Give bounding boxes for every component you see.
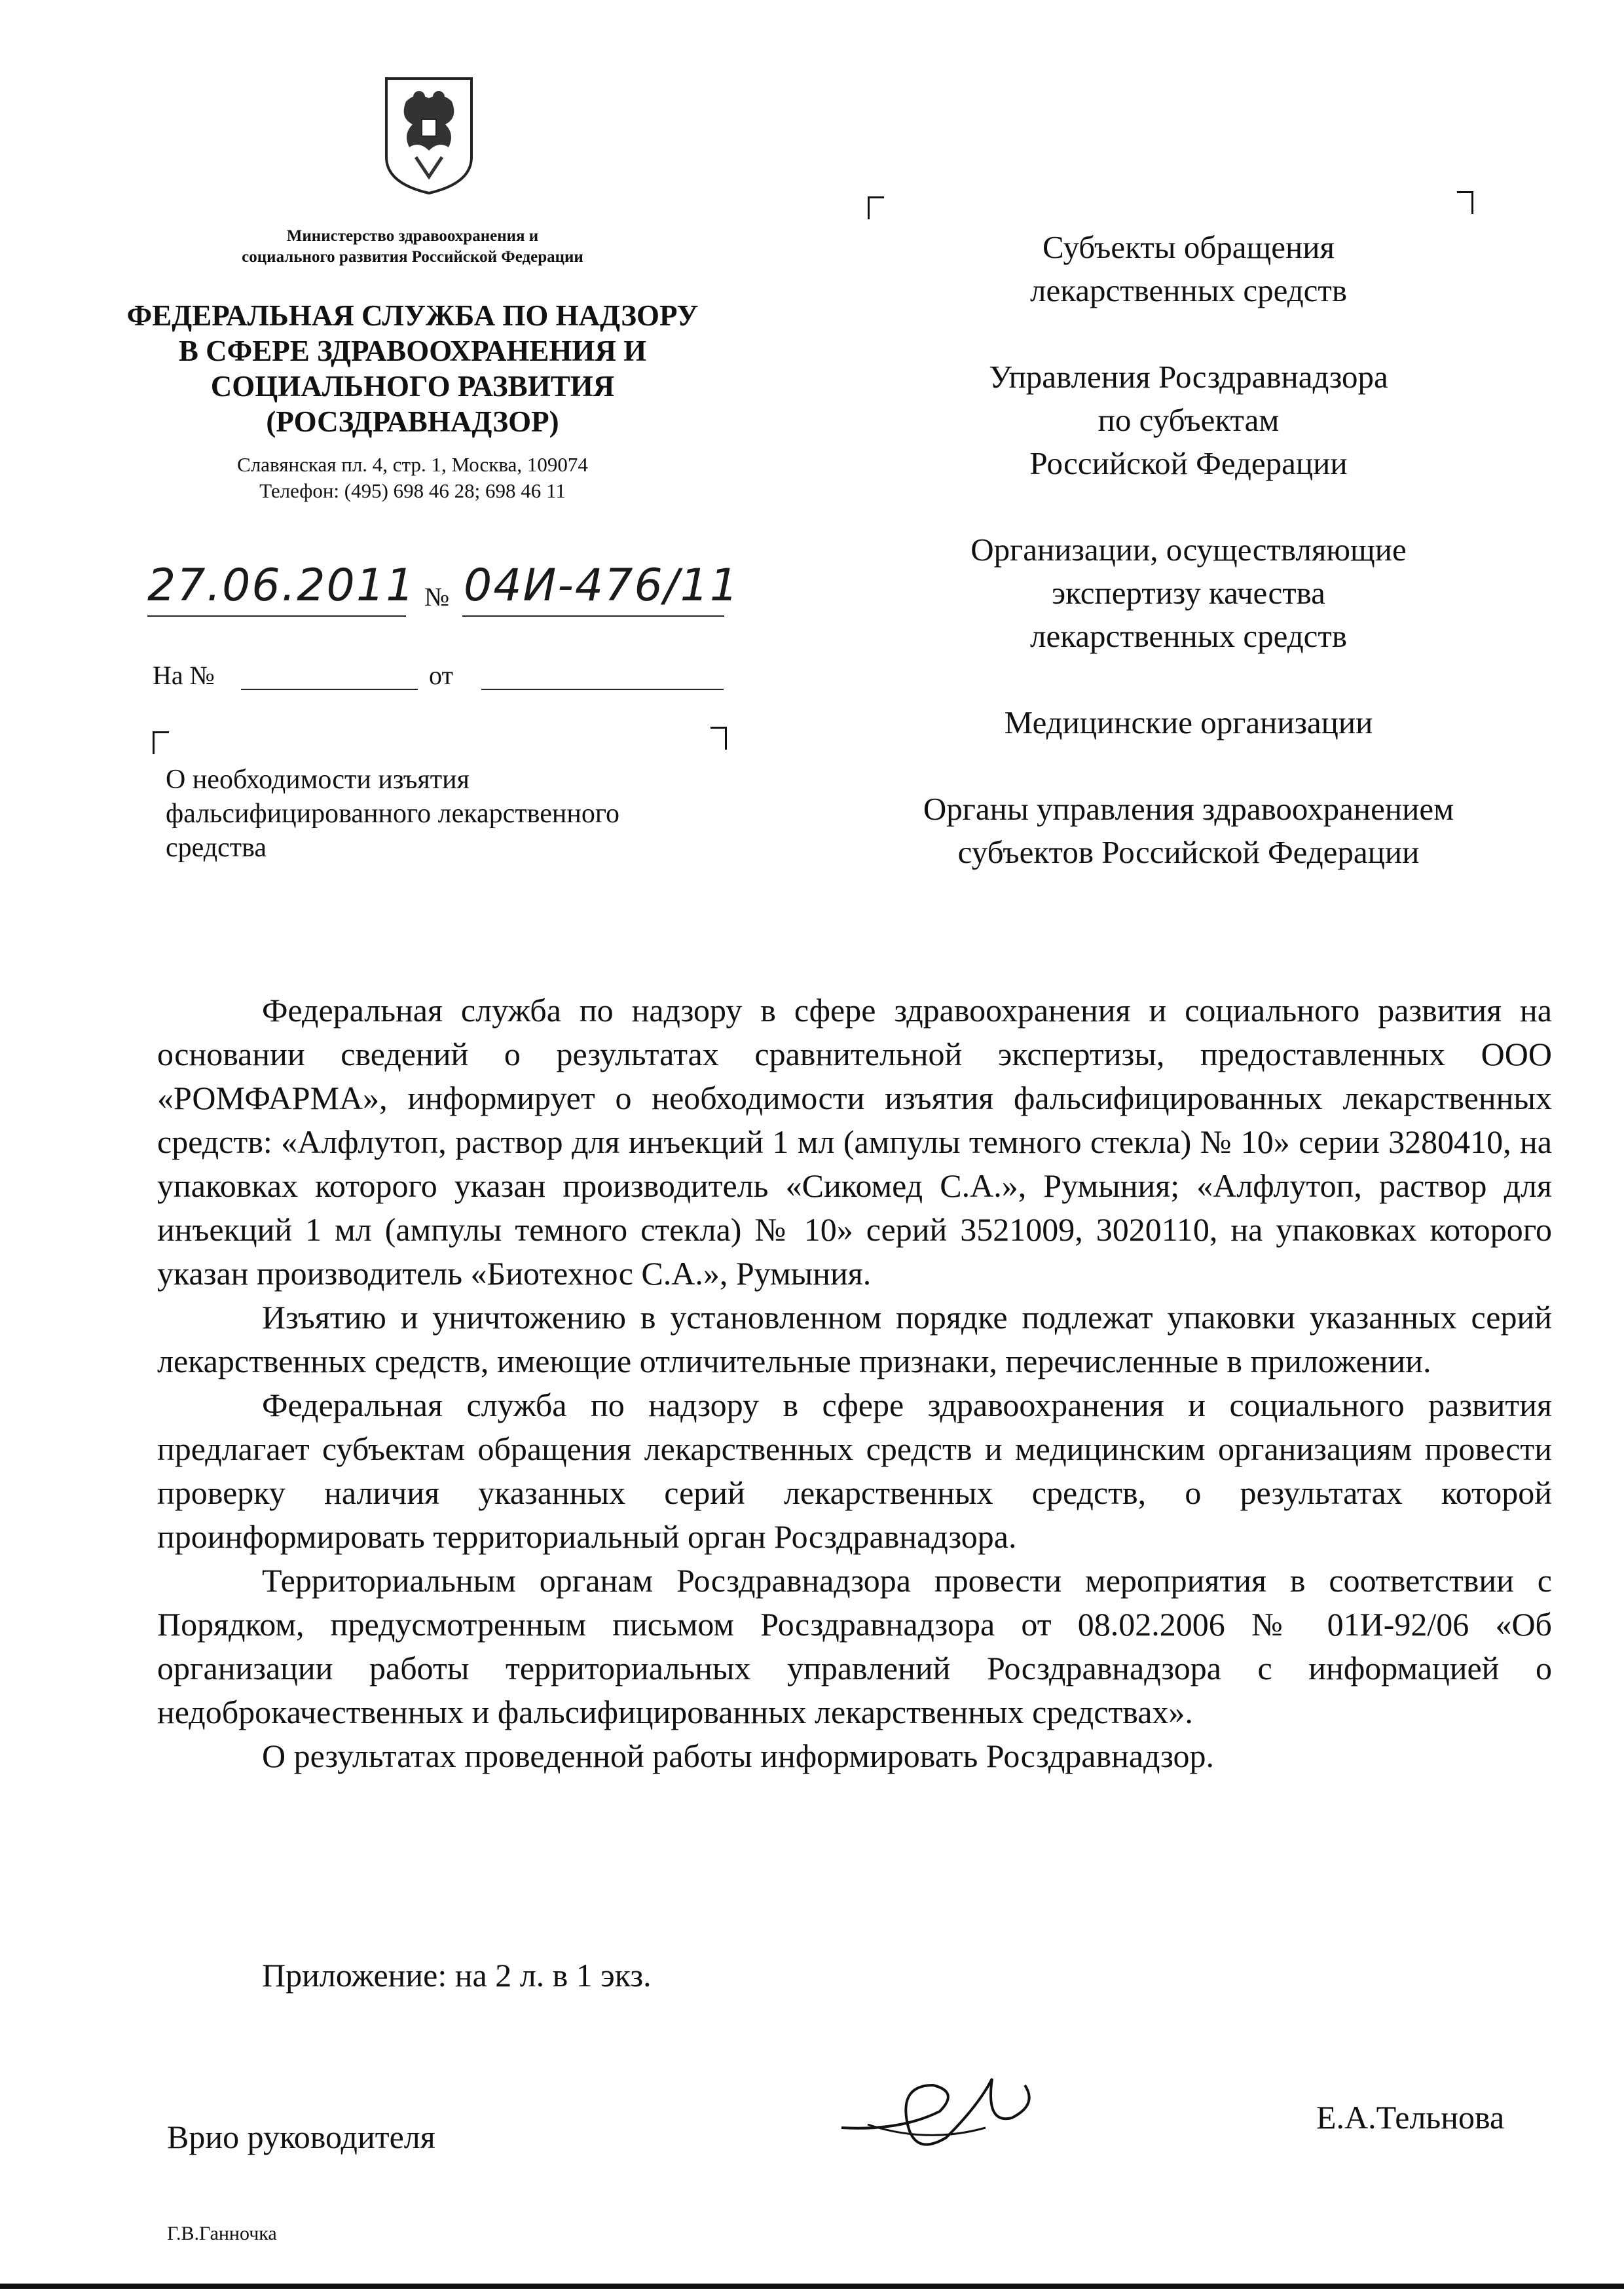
paragraph: Федеральная служба по надзору в сфере здравоохранения и социального развития на основании сведений о результатах сравнительной экспертизы, предоставленных ООО «РОМФАРМА», информирует о необходимости изъятия фальсифицированных лекарственных средств: «Алфлутоп, раствор для инъекций 1 мл (ампулы темного стекла) № 10» серии 3280410, на упаковках которого указан производитель «Сикомед С.А.», Румыния; «Алфлутоп, раствор для инъекций 1 мл (ампулы темного стекла) № 10» серий 3521009, 3020110, на упаковках которого указан производитель «Биотехнос С.А.», Румыния. [157,992,1552,1292]
registration-date: 27.06.2011 [147,560,416,611]
recipients-bracket-left [868,196,884,219]
signature-icon [828,2066,1064,2164]
ministry-name: Министерство здравоохранения и социального развития Российской Федерации [242,227,583,266]
number-underline [462,615,724,617]
attachment-note: Приложение: на 2 л. в 1 экз. [262,1957,652,1994]
recipient-block: Медицинские организации [1004,704,1373,740]
address: Славянская пл. 4, стр. 1, Москва, 109074 [237,453,588,476]
recipient-block: Организации, осуществляющие экспертизу качества лекарственных средств [970,532,1407,654]
subject: О необходимости изъятия фальсифицированного лекарственного средства [166,765,620,863]
recipient-block: Управления Росздравнадзора по субъектам Российской Федерации [989,359,1388,481]
recipient-block: Субъекты обращения лекарственных средств [1030,229,1347,308]
date-underline [147,615,406,617]
phone: Телефон: (495) 698 46 28; 698 46 11 [259,479,566,502]
signature-autograph [828,2066,1064,2164]
coat-of-arms-icon [380,72,478,196]
emblem [380,72,478,196]
subject-bracket-left [153,731,169,754]
ref-label: На № [153,661,215,690]
paragraph: Территориальным органам Росздравнадзора провести мероприятия в соответствии с Порядком, предусмотренным письмом Росздравнадзора от 08.02.2006 № 01И-92/06 «Об организации работы территориальных управлений Росздравнадзора с информацией о недоброкачественных и фальсифицированных лекарственных средствах». [157,1562,1552,1730]
registration-number: 04И-476/11 [464,560,740,611]
bottom-rule [0,2284,1624,2289]
paragraph: Изъятию и уничтожению в установленном порядке подлежат упаковки указанных серий лекарственных средств, имеющие отличительные признаки, перечисленные в приложении. [157,1299,1552,1379]
recipients-bracket-right [1457,191,1473,214]
subject-bracket-right [710,727,727,750]
recipients [825,226,1552,917]
signer-name: Е.А.Тельнова [1316,2099,1505,2136]
signer-role: Врио руководителя [167,2119,435,2155]
letter-body [157,989,1552,1778]
number-label: № [424,582,450,611]
service-name: ФЕДЕРАЛЬНАЯ СЛУЖБА ПО НАДЗОРУ В СФЕРЕ ЗДРАВООХРАНЕНИЯ И СОЦИАЛЬНОГО РАЗВИТИЯ (РОСЗДРАВНАДЗОР) [126,299,699,438]
ref-from-label: от [429,661,453,690]
paragraph: О результатах проведенной работы информировать Росздравнадзор. [262,1738,1215,1774]
ref-date-line [481,689,724,690]
contact-block [131,452,694,504]
recipient-block: Органы управления здравоохранением субъектов Российской Федерации [923,791,1454,870]
paragraph: Федеральная служба по надзору в сфере здравоохранения и социального развития предлагает субъектам обращения лекарственных средств и медицинским организациям провести проверку наличия указанных серий лекарственных средств, о результатах которой проинформировать территориальный орган Росздравнадзора. [157,1387,1552,1555]
ref-number-line [241,689,418,690]
executor: Г.В.Ганночка [167,2223,277,2244]
